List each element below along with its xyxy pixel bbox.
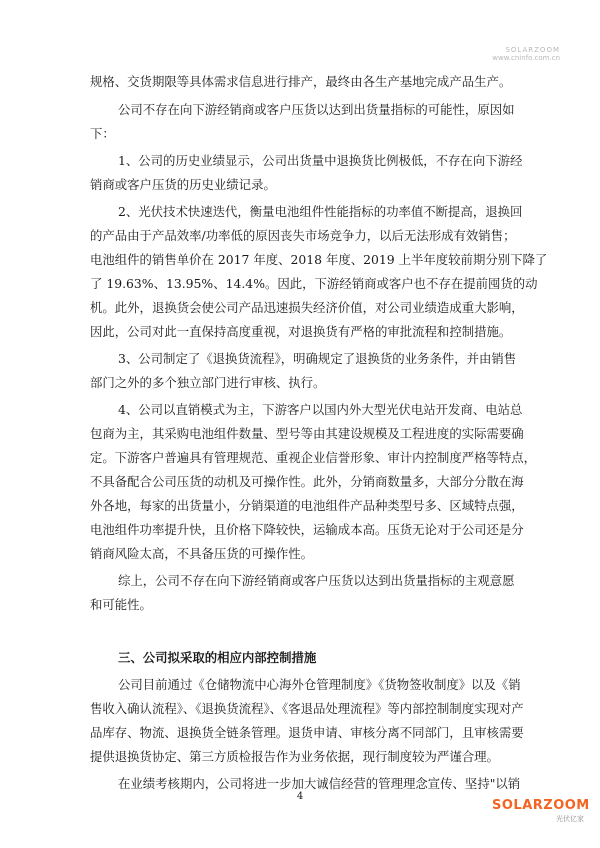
paragraph-line: 公司不存在向下游经销商或客户压货以达到出货量指标的可能性，原因如 (118, 102, 515, 117)
paragraph-line: 规格、交货期限等具体需求信息进行排产，最终由各生产基地完成产品生产。 (90, 74, 512, 89)
watermark-brand: SOLARZOOM (505, 46, 560, 54)
paragraph-line: 外各地，每家的出货量小，分销渠道的电池组件产品种类型号多、区域特点强， (90, 498, 524, 513)
paragraph-line: 售收入确认流程》、《退换货流程》、《客退品处理流程》等内部控制制度实现对产 (90, 701, 524, 716)
paragraph-line: 的产品由于产品效率/功率低的原因丧失市场竞争力，以后无法形成有效销售； (90, 228, 516, 243)
watermark-url: www.cninfo.com.cn (492, 54, 560, 62)
watermark-top (478, 46, 560, 66)
paragraph-line: 了 19.63%、13.95%、14.4%。因此，下游经销商或客户也不存在提前囤货的动 (90, 276, 538, 291)
paragraph-line: 品库存、物流、退换货全链条管理。退货申请、审核分离不同部门，且审核需要 (90, 725, 524, 740)
paragraph-line: 部门之外的多个独立部门进行审核、执行。 (90, 375, 326, 390)
solarzoom-logo (492, 798, 590, 826)
paragraph-line: 4、公司以直销模式为主，下游客户以国内外大型光伏电站开发商、电站总 (118, 402, 523, 417)
logo-subtitle: 光伏亿家 (556, 815, 584, 823)
paragraph-line: 机。此外，退换货会使公司产品迅速损失经济价值，对公司业绩造成重大影响， (90, 300, 524, 315)
paragraph-line: 1、公司的历史业绩显示，公司出货量中退换货比例极低，不存在向下游经 (118, 153, 523, 168)
section-heading: 三、公司拟采取的相应内部控制措施 (118, 650, 317, 665)
paragraph-line: 定。下游客户普遍具有管理规范、重视企业信誉形象、审计内控制度严格等特点， (90, 450, 537, 465)
paragraph-line: 不具备配合公司压货的动机及可操作性。此外，分销商数量多，大部分分散在海 (90, 474, 524, 489)
paragraph-line: 销商或客户压货的历史业绩记录。 (90, 177, 276, 192)
paragraph-line: 综上，公司不存在向下游经销商或客户压货以达到出货量指标的主观意愿 (118, 573, 515, 588)
logo-brand: SOLARZOOM (492, 798, 590, 813)
paragraph-line: 和可能性。 (90, 597, 152, 612)
paragraph-line: 电池组件的销售单价在 2017 年度、2018 年度、2019 上半年度较前期分别下降了 (90, 252, 548, 267)
paragraph-line: 包商为主，其采购电池组件数量、型号等由其建设规模及工程进度的实际需要确 (90, 426, 524, 441)
paragraph-line: 在业绩考核期内，公司将进一步加大诚信经营的管理理念宣传、坚持"以销 (118, 776, 521, 791)
paragraph-line: 销商风险太高，不具备压货的可操作性。 (90, 546, 314, 561)
paragraph-line: 电池组件功率提升快，且价格下降较快，运输成本高。压货无论对于公司还是分 (90, 522, 524, 537)
paragraph-line: 2、光伏技术快速迭代，衡量电池组件性能指标的功率值不断提高，退换回 (118, 204, 523, 219)
paragraph-line: 因此，公司对此一直保持高度重视，对退换货有严格的审批流程和控制措施。 (90, 324, 512, 339)
paragraph-line: 下： (90, 126, 115, 141)
paragraph-line: 3、公司制定了《退换货流程》，明确规定了退换货的业务条件，并由销售 (118, 351, 517, 366)
page-number: 4 (296, 791, 304, 802)
paragraph-line: 公司目前通过《仓储物流中心海外仓管理制度》《货物签收制度》以及《销 (118, 677, 521, 692)
paragraph-line: 提供退换货协定、第三方质检报告作为业务依据，现行制度较为严谨合理。 (90, 749, 499, 764)
